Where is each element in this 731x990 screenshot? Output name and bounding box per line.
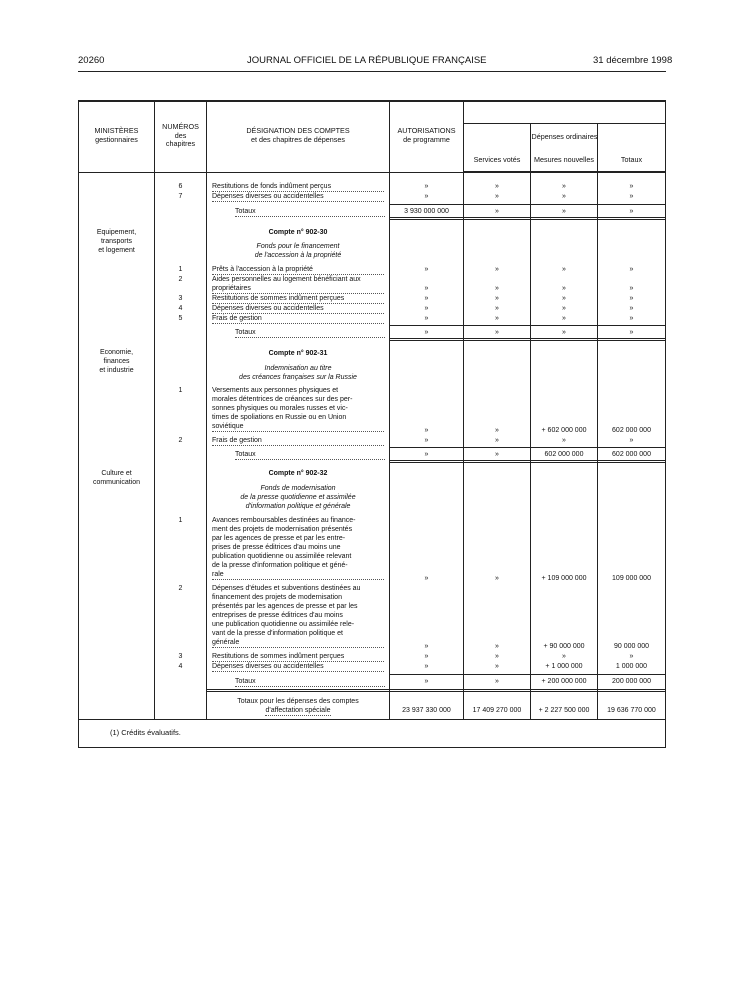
cell-services-votes: »	[495, 183, 499, 190]
cell-services-votes-total: »	[495, 678, 499, 685]
cell-totaux: »	[629, 315, 634, 322]
cell-mesures-nouvelles: + 90 000 000	[543, 643, 585, 650]
journal-title: JOURNAL OFFICIEL DE LA RÉPUBLIQUE FRANÇAISE	[247, 55, 487, 66]
cell-authorisation: »	[424, 437, 429, 444]
chapter-number: 1	[178, 517, 183, 524]
cell-mesures-nouvelles: »	[562, 315, 566, 322]
chapter-number: 3	[178, 295, 183, 302]
cell-services-votes: »	[495, 663, 499, 670]
border-left	[78, 100, 79, 747]
col-header-mesures-nouvelles: Mesures nouvelles	[534, 155, 594, 164]
totals-rule-bottom2	[389, 219, 666, 220]
account-subtitle: Indemnisation au titre des créances françaises sur la Russie	[239, 365, 357, 381]
cell-totaux: 109 000 000	[612, 575, 651, 582]
cell-totaux: »	[629, 437, 634, 444]
account-subtitle: Fonds de modernisation de la presse quotidienne et assimilée d'information politique et générale	[240, 485, 356, 510]
chapter-number: 4	[178, 305, 183, 312]
chapter-label: Dépenses diverses ou accidentelles	[212, 662, 384, 672]
cell-mesures-nouvelles: »	[562, 295, 566, 302]
cell-authorisation: »	[424, 183, 429, 190]
table-top-rule	[78, 100, 666, 102]
cell-mesures-nouvelles: »	[562, 305, 566, 312]
cell-authorisation-total: »	[424, 329, 429, 336]
chapter-number: 1	[178, 387, 183, 394]
cell-mesures-nouvelles: »	[562, 285, 566, 292]
grand-total-label: Totaux pour les dépenses des comptes d'affectation spéciale	[237, 698, 359, 714]
cell-totaux-total: »	[629, 208, 634, 215]
chapter-label: Versements aux personnes physiques et morales détentrices de créances sur des per- sonnes physiques ou morales russes et vic- times de spoliations en Russie ou en Union soviétique	[212, 386, 387, 432]
chapter-label: Frais de gestion	[212, 436, 384, 446]
account-title: Compte n° 902-31	[268, 350, 328, 357]
cell-mesures-nouvelles: »	[562, 266, 566, 273]
chapter-number: 5	[178, 315, 183, 322]
col-header-ministries: MINISTÈRES gestionnaires	[94, 126, 139, 144]
totals-rule	[389, 204, 666, 205]
cell-mesures-nouvelles-total: »	[562, 329, 566, 336]
totals-rule-bottom	[389, 217, 666, 218]
chapter-number: 2	[178, 276, 183, 283]
grand-total-mesures-nouvelles: + 2 227 500 000	[538, 707, 590, 714]
cell-mesures-nouvelles: »	[562, 183, 566, 190]
cell-totaux: »	[629, 183, 634, 190]
cell-mesures-nouvelles-total: »	[562, 208, 566, 215]
totals-label: Totaux	[235, 207, 385, 217]
totals-label: Totaux	[235, 450, 385, 460]
account-title: Compte n° 902-30	[268, 229, 328, 236]
cell-mesures-nouvelles: + 109 000 000	[541, 575, 587, 582]
ministry-economie: Economie, finances et industrie	[99, 349, 134, 374]
chapter-label: Avances remboursables destinées au finance- ment des projets de modernisation présentés par les agences de presse et par les entre- prises de presse éditrices d'au moins une publication quotidienne ou assimilée relevant de la presse d'information politique et géné- rale	[212, 516, 387, 580]
cell-authorisation-total: 3 930 000 000	[404, 208, 449, 215]
cell-authorisation: »	[424, 315, 429, 322]
chapter-number: 3	[178, 653, 183, 660]
chapter-number: 2	[178, 437, 183, 444]
cell-mesures-nouvelles-total: + 200 000 000	[541, 678, 587, 685]
header-rule	[78, 71, 666, 72]
chapter-label: Dépenses diverses ou accidentelles	[212, 192, 384, 202]
cell-mesures-nouvelles: »	[562, 193, 566, 200]
cell-services-votes: »	[495, 575, 499, 582]
cell-authorisation: »	[424, 643, 429, 650]
account-subtitle: Fonds pour le financement de l'accession à la propriété	[254, 243, 342, 259]
cell-authorisation: »	[424, 295, 429, 302]
cell-mesures-nouvelles: + 602 000 000	[541, 427, 587, 434]
col-header-authorisations: AUTORISATIONS de programme	[397, 126, 456, 144]
col-header-services-votes: Services votés	[473, 155, 521, 164]
account-title: Compte n° 902-32	[268, 470, 328, 477]
cell-totaux: »	[629, 266, 634, 273]
cell-services-votes: »	[495, 315, 499, 322]
cell-services-votes: »	[495, 437, 499, 444]
totals-rule-bottom2	[389, 340, 666, 341]
chapter-label: Prêts à l'accession à la propriété	[212, 265, 384, 275]
totals-rule	[389, 325, 666, 326]
totals-rule-bottom	[389, 460, 666, 461]
totals-rule	[389, 447, 666, 448]
header-bottom-rule	[78, 172, 666, 173]
issue-date: 31 décembre 1998	[593, 55, 673, 66]
cell-totaux: 90 000 000	[613, 643, 650, 650]
col-header-designation: DÉSIGNATION DES COMPTES et des chapitres de dépenses	[246, 126, 350, 144]
footnote: (1) Crédits évaluatifs.	[110, 728, 181, 737]
cell-services-votes-total: »	[495, 208, 499, 215]
cell-totaux: »	[629, 285, 634, 292]
chapter-label: Restitutions de fonds indûment perçus	[212, 182, 384, 192]
cell-authorisation-total: »	[424, 678, 429, 685]
cell-services-votes: »	[495, 653, 499, 660]
chapter-number: 1	[178, 266, 183, 273]
cell-services-votes: »	[495, 295, 499, 302]
cell-authorisation: »	[424, 285, 429, 292]
cell-totaux: 602 000 000	[612, 427, 651, 434]
cell-services-votes: »	[495, 193, 499, 200]
cell-authorisation: »	[424, 575, 429, 582]
cell-services-votes: »	[495, 427, 499, 434]
cell-services-votes: »	[495, 266, 499, 273]
ministry-culture: Culture et communication	[92, 470, 141, 486]
chapter-number: 2	[178, 585, 183, 592]
cell-totaux: »	[629, 305, 634, 312]
totals-rule-bottom2	[389, 462, 666, 463]
totals-label: Totaux	[235, 677, 385, 687]
cell-authorisation: »	[424, 305, 429, 312]
cell-authorisation-total: »	[424, 451, 429, 458]
cell-authorisation: »	[424, 663, 429, 670]
totals-rule-bottom	[389, 338, 666, 339]
footnote-rule	[78, 747, 666, 748]
table-bottom-rule	[78, 719, 666, 720]
cell-mesures-nouvelles: »	[562, 653, 566, 660]
cell-authorisation: »	[424, 653, 429, 660]
cell-services-votes: »	[495, 643, 499, 650]
totals-label: Totaux	[235, 328, 385, 338]
chapter-label: Frais de gestion	[212, 314, 384, 324]
cell-authorisation: »	[424, 266, 429, 273]
col-header-chapters: NUMÉROS des chapitres	[162, 122, 199, 148]
grand-total-totaux: 19 636 770 000	[607, 707, 656, 714]
cell-mesures-nouvelles: »	[562, 437, 566, 444]
cell-authorisation: »	[424, 427, 429, 434]
totals-rule	[389, 674, 666, 675]
cell-totaux: 1 000 000	[615, 663, 648, 670]
cell-services-votes-total: »	[495, 451, 499, 458]
ministry-equipement: Equipement, transports et logement	[96, 229, 137, 254]
cell-totaux: »	[629, 295, 634, 302]
cell-totaux-total: »	[629, 329, 634, 336]
cell-totaux: »	[629, 653, 634, 660]
chapter-label: Restitutions de sommes indûment perçues	[212, 652, 384, 662]
col-header-totaux: Totaux	[620, 155, 643, 164]
grand-total-services-votes: 17 409 270 000	[472, 707, 522, 714]
cell-mesures-nouvelles-total: 602 000 000	[544, 451, 584, 458]
chapter-label: Dépenses d'études et subventions destinées au financement des projets de modernisation présentés par les agences de presse et par les entreprises de presse éditrices d'au moins une publication quotidienne ou assimilée rele- vant de la presse d'information politique et générale	[212, 584, 387, 648]
chapter-number: 6	[178, 183, 183, 190]
cell-mesures-nouvelles: + 1 000 000	[545, 663, 583, 670]
cell-totaux: »	[629, 193, 634, 200]
cell-totaux-total: 200 000 000	[612, 678, 651, 685]
chapter-label: Aides personnelles au logement bénéficiant aux propriétaires	[212, 275, 387, 294]
chapter-number: 7	[178, 193, 183, 200]
col-header-ordinary-expenses: Dépenses ordinaires	[531, 132, 598, 141]
page-number: 20260	[78, 55, 105, 66]
cell-services-votes-total: »	[495, 329, 499, 336]
cell-services-votes: »	[495, 285, 499, 292]
chapter-label: Dépenses diverses ou accidentelles	[212, 304, 384, 314]
border-right	[665, 100, 666, 747]
grand-total-authorisation: 23 937 330 000	[402, 707, 451, 714]
chapter-number: 4	[178, 663, 183, 670]
chapter-label: Restitutions de sommes indûment perçues	[212, 294, 384, 304]
ordinary-header-rule	[463, 123, 666, 124]
cell-services-votes: »	[495, 305, 499, 312]
cell-authorisation: »	[424, 193, 429, 200]
col-divider-chapters	[206, 100, 207, 720]
cell-totaux-total: 602 000 000	[612, 451, 651, 458]
